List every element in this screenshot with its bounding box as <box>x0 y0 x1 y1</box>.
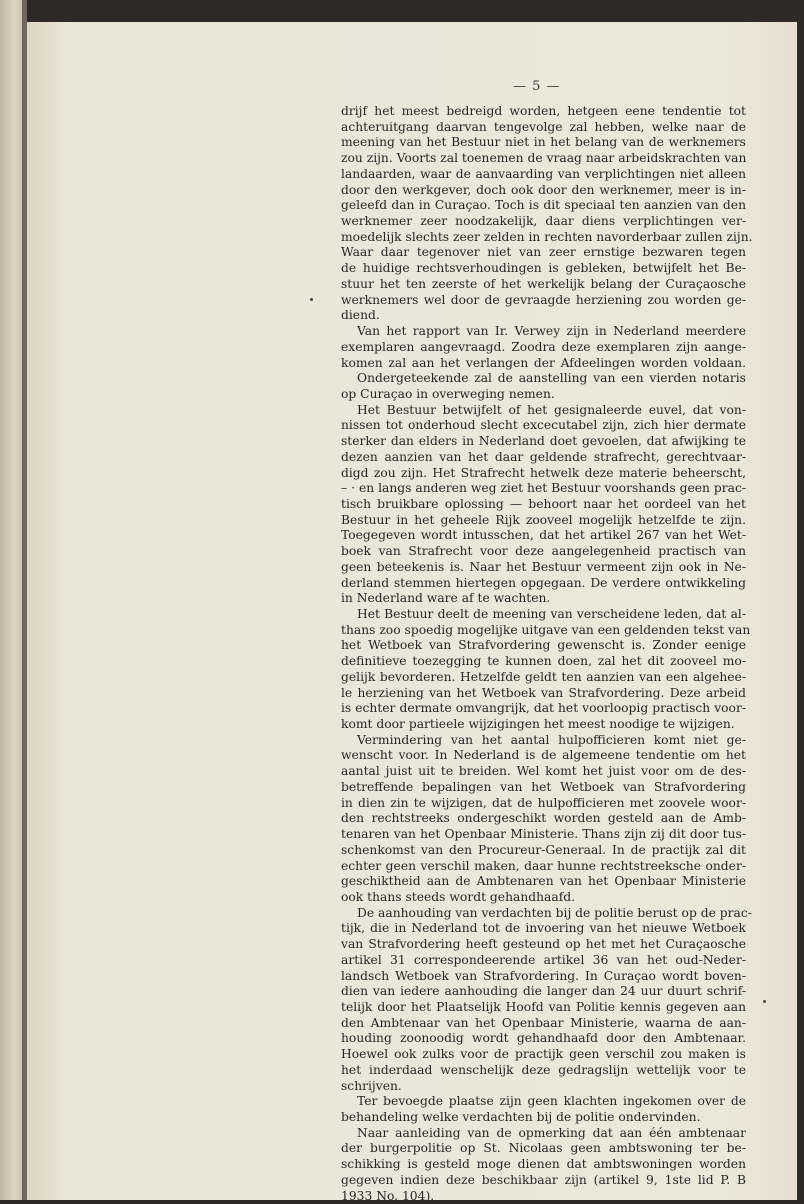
text-line: door den werkgever, doch ook door den werknemer, meer is in- <box>341 182 746 197</box>
text-line: geschiktheid aan de Ambtenaren van het Openbaar Ministerie <box>341 874 746 889</box>
paper-speck <box>763 1000 766 1003</box>
text-line: Het Bestuur deelt de meening van verscheidene leden, dat al- <box>357 607 746 621</box>
text-line: le herziening van het Wetboek van Strafvordering. Deze arbeid <box>341 685 746 700</box>
text-line: geen beteekenis is. Naar het Bestuur vermeent zijn ook in Ne- <box>341 559 746 574</box>
text-line: aantal juist uit te breiden. Wel komt het juist voor om de des- <box>341 764 746 779</box>
text-line: is echter dermate omvangrijk, dat het voorloopig practisch voor- <box>341 701 746 716</box>
paper-speck <box>310 298 313 301</box>
text-line: moedelijk slechts zeer zelden in rechten navorderbaar zullen zijn. <box>341 229 753 244</box>
text-line: op Curaçao in overweging nemen. <box>341 386 555 401</box>
text-line: werknemers wel door de gevraagde herziening zou worden ge- <box>341 292 746 307</box>
text-line: exemplaren aangevraagd. Zoodra deze exemplaren zijn aange- <box>341 339 746 354</box>
text-line: definitieve toezegging te kunnen doen, zal het dit zooveel mo- <box>341 654 746 669</box>
text-line: achteruitgang daarvan tengevolge zal hebben, welke naar de <box>341 119 746 134</box>
text-line: Hoewel ook zulks voor de practijk geen verschil zou maken is <box>341 1047 746 1062</box>
text-line: meening van het Bestuur niet in het belang van de werknemers <box>341 135 746 150</box>
facing-page-edge <box>0 0 24 1200</box>
text-line: Vermindering van het aantal hulpofficieren komt niet ge- <box>357 732 746 747</box>
text-line: der burgerpolitie op St. Nicolaas geen ambtswoning ter be- <box>341 1141 746 1156</box>
text-line: in Nederland ware af te wachten. <box>341 591 551 606</box>
text-line: het inderdaad wenschelijk deze gedragslijn wettelijk voor te <box>341 1062 746 1077</box>
text-line: Het Bestuur betwijfelt of het gesignaleerde euvel, dat von- <box>357 402 746 417</box>
text-line: gegeven indien deze beschikbaar zijn (artikel 9, 1ste lid P. B <box>341 1172 746 1187</box>
text-line: Ondergeteekende zal de aanstelling van een vierden notaris <box>357 371 746 386</box>
text-line: het Wetboek van Strafvordering gewenscht is. Zonder eenige <box>341 638 746 653</box>
text-line: boek van Strafrecht voor deze aangelegenheid practisch van <box>341 544 746 559</box>
text-line: schikking is gesteld moge dienen dat ambtswoningen worden <box>341 1157 746 1172</box>
text-line: betreffende bepalingen van het Wetboek van Strafvordering <box>341 779 746 794</box>
text-line: dien van iedere aanhouding die langer dan 24 uur duurt schrif- <box>341 984 746 999</box>
text-line: werknemer zeer noodzakelijk, daar diens verplichtingen ver- <box>341 214 746 229</box>
text-line: de huidige rechtsverhoudingen is gebleken, betwijfelt het Be- <box>341 261 746 276</box>
text-line: drijf het meest bedreigd worden, hetgeen eene tendentie tot <box>341 104 746 118</box>
text-line: behandeling welke verdachten bij de politie ondervinden. <box>341 1110 701 1124</box>
text-line: diend. <box>341 308 380 323</box>
text-line: schrijven. <box>341 1078 402 1093</box>
text-line: Waar daar tegenover niet van zeer ernstige bezwaren tegen <box>341 245 746 260</box>
text-line: zou zijn. Voorts zal toenemen de vraag naar arbeidskrachten van <box>341 151 747 166</box>
text-line: Toegegeven wordt intusschen, dat het artikel 267 van het Wet- <box>341 528 746 543</box>
text-line: den Ambtenaar van het Openbaar Ministerie, waarna de aan- <box>341 1015 746 1030</box>
text-line: 1933 No. 104). <box>341 1188 435 1203</box>
text-line: – · en langs anderen weg ziet het Bestuur voorshands geen prac- <box>341 481 746 496</box>
text-line: in dien zin te wijzigen, dat de hulpofficieren met zoovele woor- <box>341 795 746 810</box>
text-line: landsch Wetboek van Strafvordering. In Curaçao wordt boven- <box>341 968 746 983</box>
text-line: geleefd dan in Curaçao. Toch is dit speciaal ten aanzien van den <box>341 198 746 213</box>
text-line: Bestuur in het geheele Rijk zooveel mogelijk hetzelfde te zijn. <box>341 512 746 527</box>
text-line: Van het rapport van Ir. Verwey zijn in Nederland meerdere <box>357 324 746 339</box>
text-line: wenscht voor. In Nederland is de algemeene tendentie om het <box>341 748 746 763</box>
text-line: nissen tot onderhoud slecht excecutabel zijn, zich hier dermate <box>341 418 746 433</box>
text-line: derland stemmen hiertegen opgegaan. De verdere ontwikkeling <box>341 575 746 590</box>
text-line: gelijk bevorderen. Hetzelfde geldt ten aanzien van een algehee- <box>341 669 746 684</box>
text-line: sterker dan elders in Nederland doet gevoelen, dat afwijking te <box>341 434 746 449</box>
text-line: den rechtstreeks ondergeschikt worden gesteld aan de Amb- <box>341 811 746 826</box>
text-line: telijk door het Plaatselijk Hoofd van Politie kennis gegeven aan <box>341 999 746 1014</box>
page-number: — 5 — <box>513 79 561 94</box>
text-line: echter geen verschil maken, daar hunne rechtstreeksche onder- <box>341 858 746 873</box>
text-line: thans zoo spoedig mogelijke uitgave van een geldenden tekst van <box>341 622 751 637</box>
text-line: Naar aanleiding van de opmerking dat aan één ambtenaar <box>357 1125 746 1140</box>
text-line: dezen aanzien van het daar geldende strafrecht, gerechtvaar- <box>341 449 746 464</box>
body-text <box>341 104 753 1204</box>
text-line: schenkomst van den Procureur-Generaal. In de practijk zal dit <box>341 842 746 857</box>
text-line: digd zou zijn. Het Strafrecht hetwelk deze materie beheerscht, <box>341 465 746 480</box>
text-line: De aanhouding van verdachten bij de politie berust op de prac- <box>357 905 752 920</box>
text-line: van Strafvordering heeft gesteund op het met het Curaçaosche <box>341 937 746 952</box>
text-line: tenaren van het Openbaar Ministerie. Thans zijn zij dit door tus- <box>341 827 746 842</box>
text-line: landaarden, waar de aanvaarding van verplichtingen niet alleen <box>341 166 746 181</box>
text-line: komt door partieele wijzigingen het meest noodige te wijzigen. <box>341 717 735 732</box>
text-line: tijk, die in Nederland tot de invoering van het nieuwe Wetboek <box>341 921 746 936</box>
text-line: stuur het ten zeerste of het werkelijk belang der Curaçaosche <box>341 276 746 291</box>
text-line: Ter bevoegde plaatse zijn geen klachten ingekomen over de <box>357 1094 746 1109</box>
text-line: komen zal aan het verlangen der Afdeelingen worden voldaan. <box>341 355 746 370</box>
text-line: ook thans steeds wordt gehandhaafd. <box>341 889 576 904</box>
text-line: artikel 31 correspondeerende artikel 36 van het oud-Neder- <box>341 952 746 967</box>
text-line: houding zoonoodig wordt gehandhaafd door den Ambtenaar. <box>341 1031 746 1046</box>
text-line: tisch bruikbare oplossing — behoort naar het oordeel van het <box>341 496 746 511</box>
